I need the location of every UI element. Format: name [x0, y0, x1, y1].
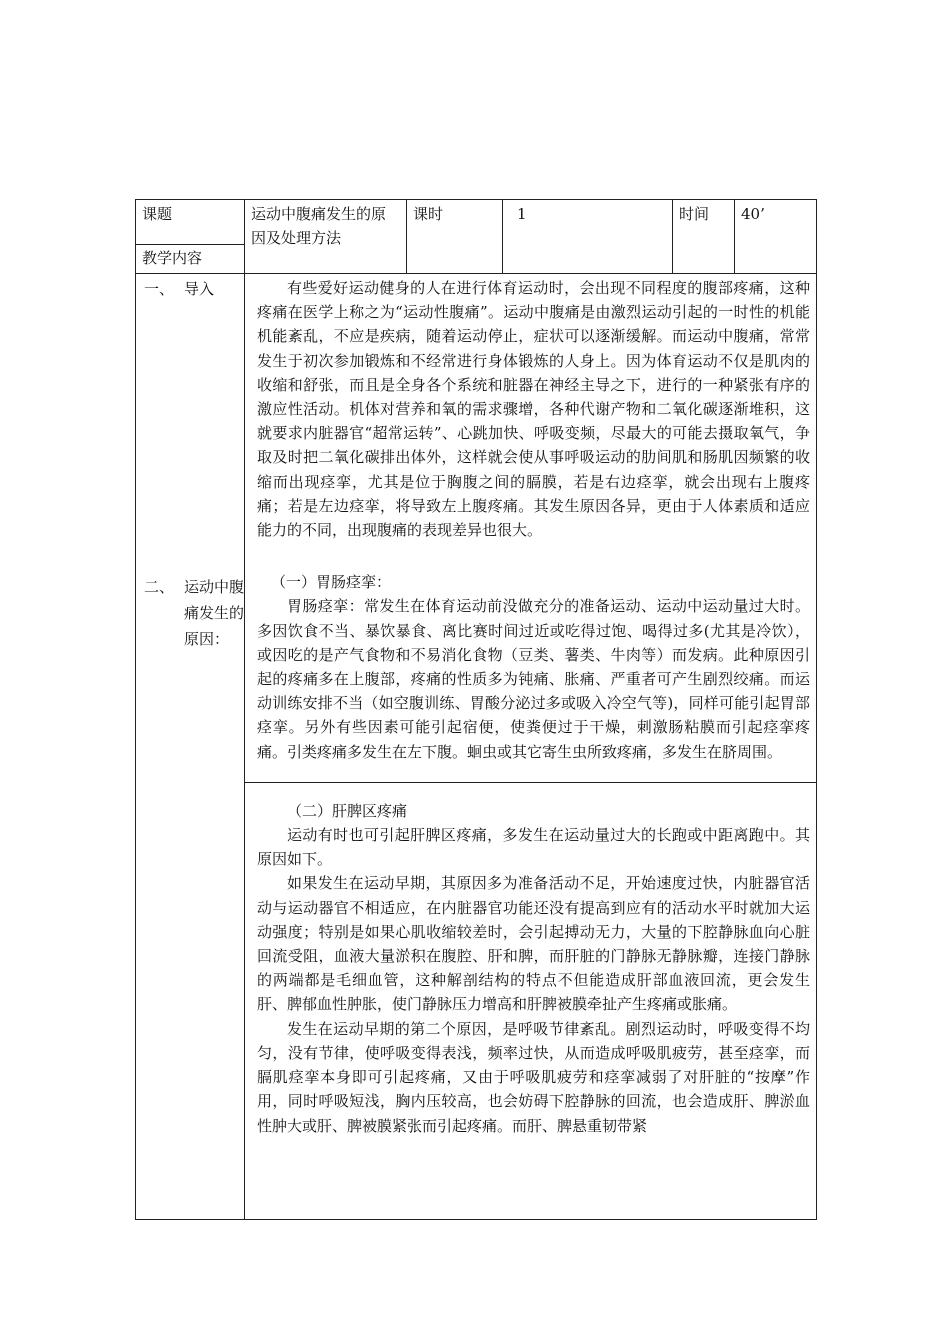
section-title: 导入: [184, 280, 215, 298]
section-number: 二、: [144, 578, 175, 596]
part1-paragraph: 胃肠痉挛：常发生在体育运动前没做充分的准备运动、运动中运动量过大时。多因饮食不当、暴饮暴食、离比赛时间过近或吃得过饱、喝得过多(尤其是冷饮），或因吃的是产气食物和不易消化食物（豆类、薯类、牛肉等）而发病。此种原因引起的疼痛多在上腹部，疼痛的性质多为钝痛、胀痛、严重者可产生剧烈绞痛。而运动训练安排不当（如空腹训练、胃酸分泌过多或吸入冷空气等)，同样可能引起胃部痉挛。另外有些因素可能引起宿便，使粪便过于干燥，刺激肠粘膜而引起痉挛疼痛。引类疼痛多发生在左下腹。蛔虫或其它寄生虫所致疼痛，多发生在脐周围。: [257, 597, 810, 761]
section-title: 运动中腹痛发生的原因：: [184, 578, 245, 648]
section-column: [136, 274, 245, 1220]
part2-paragraph-1: 运动有时也可引起肝脾区疼痛，多发生在运动量过大的长跑或中距离跑中。其原因如下。: [257, 826, 810, 869]
body-row: [136, 274, 817, 1220]
period-label: 课时: [407, 200, 503, 274]
section-number: 一、: [144, 280, 175, 298]
part2-heading: （二）肝脾区疼痛: [287, 801, 408, 820]
topic-value: 运动中腹痛发生的原因及处理方法: [245, 200, 407, 274]
time-value: 40’: [735, 200, 817, 274]
content-label: 教学内容: [136, 245, 245, 274]
content-cell: [245, 274, 817, 1220]
part1-heading: （一）胃肠痉挛：: [271, 573, 392, 592]
part2-paragraph-2: 如果发生在运动早期，其原因多为准备活动不足，开始速度过快，内脏器官活动与运动器官不相适应，在内脏器官功能还没有提高到应有的活动水平时就加大运动强度；特别是如果心肌收缩较差时，会引起搏动无力，大量的下腔静脉血向心脏回流受阻，血液大量淤积在腹腔、肝和脾，而肝脏的门静脉无静脉瓣，连接门静脉的两端都是毛细血管，这种解剖结构的特点不但能造成肝部血液回流，更会发生肝、脾郁血性肿胀，使门静脉压力增高和肝脾被膜牵扯产生疼痛或胀痛。: [257, 874, 810, 1014]
part2-paragraph-3: 发生在运动早期的第二个原因，是呼吸节律紊乱。剧烈运动时，呼吸变得不均匀，没有节律，使呼吸变得表浅，频率过快，从而造成呼吸肌疲劳，甚至痉挛，而膈肌痉挛本身即可引起疼痛，又由于呼吸肌疲劳和痉挛减弱了对肝脏的“按摩”作用，同时呼吸短浅，胸内压较高，也会妨碍下腔静脉的回流，也会造成肝、脾淤血性肿大或肝、脾被膜紧张而引起疼痛。而肝、脾悬重韧带紧: [257, 1019, 810, 1135]
topic-label: 课题: [136, 200, 245, 245]
header-row: [136, 200, 817, 245]
period-value: 1: [503, 200, 673, 274]
lesson-plan-table: [135, 199, 817, 1220]
time-label: 时间: [673, 200, 735, 274]
intro-paragraph: 有些爱好运动健身的人在进行体育运动时，会出现不同程度的腹部疼痛，这种疼痛在医学上称之为“运动性腹痛”。运动中腹痛是由激烈运动引起的一时性的机能机能紊乱，不应是疾病，随着运动停止，症状可以逐渐缓解。而运动中腹痛，常常发生于初次参加锻炼和不经常进行身体锻炼的人身上。因为体育运动不仅是肌肉的收缩和舒张，而且是全身各个系统和脏器在神经主导之下，进行的一种紧张有序的激应性活动。机体对营养和氧的需求骤增，各种代谢产物和二氧化碳逐渐堆积，这就要求内脏器官“超常运转”、心跳加快、呼吸变频，尽最大的可能去摄取氧气，争取及时把二氧化碳排出体外，这样就会使从事呼吸运动的肋间肌和肠肌因频繁的收缩而出现痉挛，尤其是位于胸腹之间的膈膜，若是右边痉挛，就会出现右上腹疼痛；若是左边痉挛，将导致左上腹疼痛。其发生原因各异，更由于人体素质和适应能力的不同，出现腹痛的表现差异也很大。: [257, 279, 810, 540]
